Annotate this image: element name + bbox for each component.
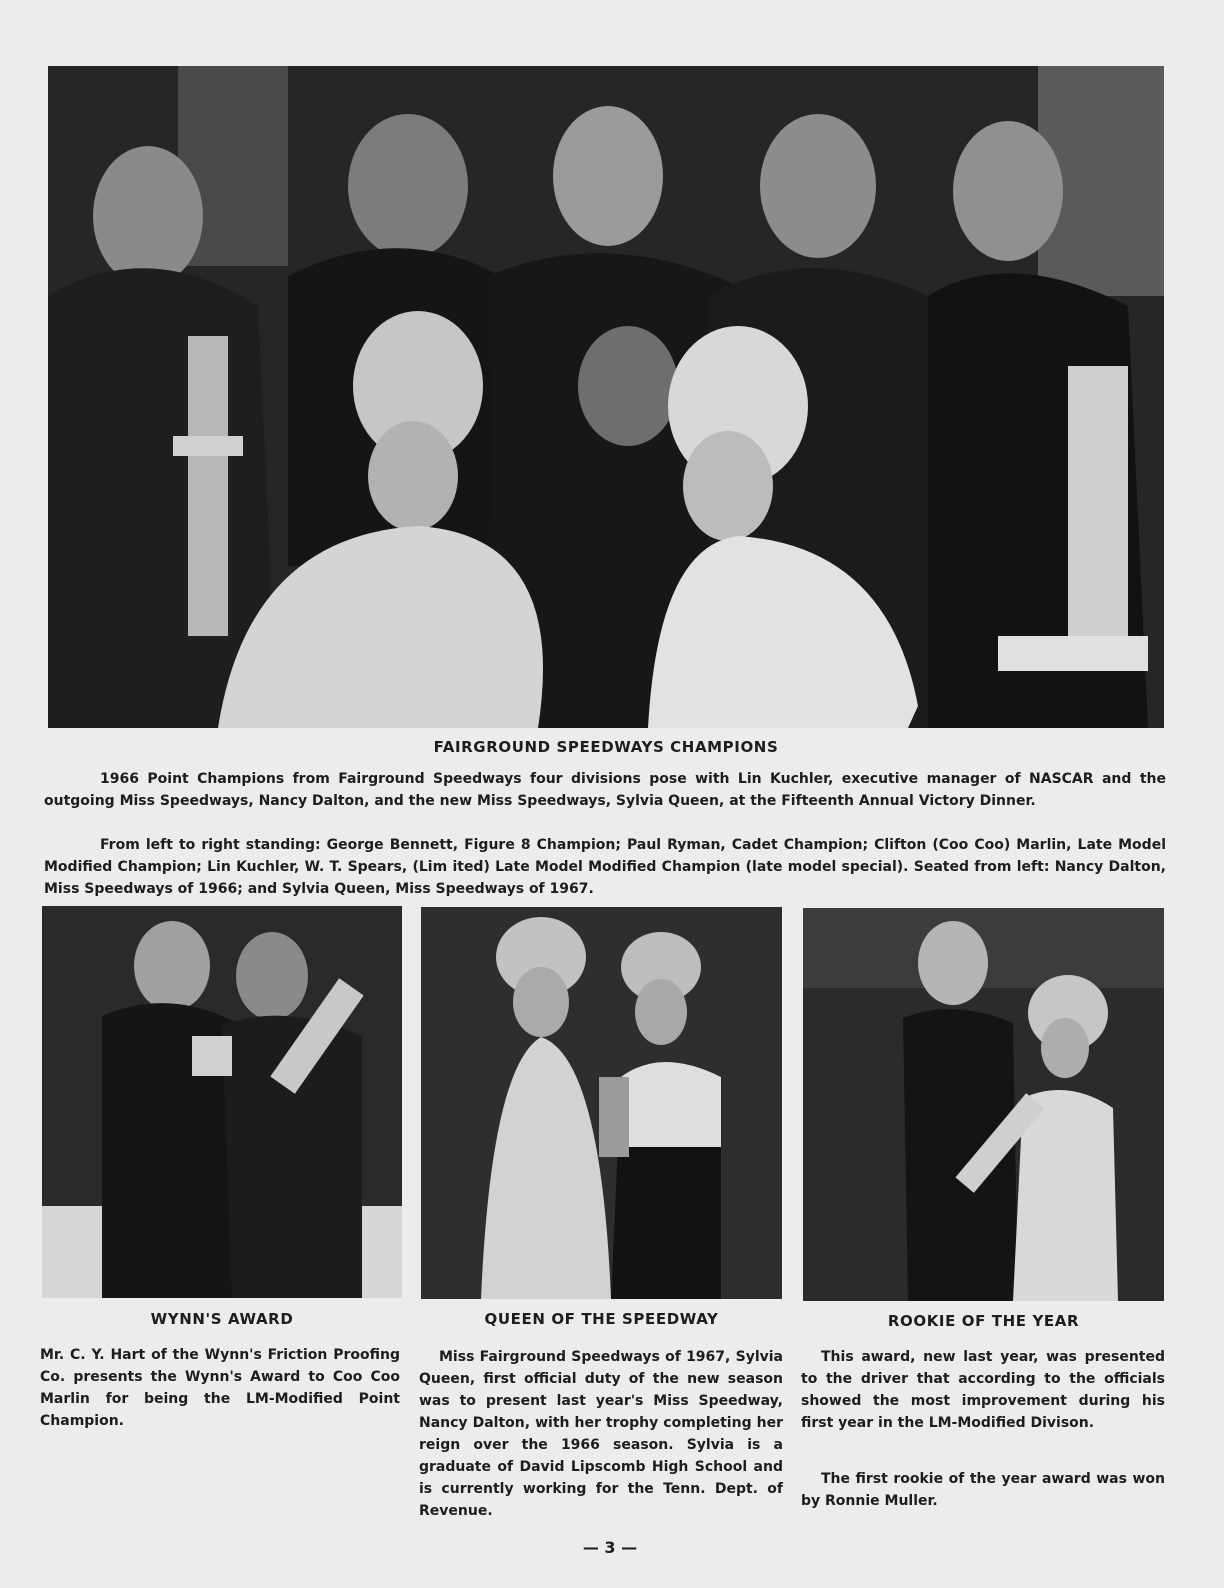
rookie-of-year-text-1: This award, new last year, was presented to the driver that according to the officials showed the most improvement during his first year in the LM-Modified Divison. — [801, 1349, 1165, 1431]
main-photo — [48, 66, 1164, 728]
rookie-of-year-text-2: The first rookie of the year award was won by Ronnie Muller. — [801, 1471, 1165, 1509]
rookie-of-year-photo — [803, 908, 1164, 1301]
queen-of-speedway-photo — [421, 907, 782, 1299]
rookie-of-year-illustration — [803, 908, 1164, 1301]
queen-of-speedway-illustration — [421, 907, 782, 1299]
main-caption-paragraph-2: From left to right standing: George Bennett, Figure 8 Champion; Paul Ryman, Cadet Champion; Clifton (Coo Coo) Marlin, Late Model Modified Champion; Lin Kuchler, W. T. Spears, (Lim ited) Late Model Modified Champion (late model special). Seated from left: Nancy Dalton, Miss Speedways of 1966; and Sylvia Queen, Miss Speedways of 1967. — [44, 837, 1166, 897]
main-caption-paragraph-1: 1966 Point Champions from Fairground Speedways four divisions pose with Lin Kuchler, executive manager of NASCAR and the outgoing Miss Speedways, Nancy Dalton, and the new Miss Speedways, Sylvia Queen, at the Fifteenth Annual Victory Dinner. — [44, 771, 1166, 809]
wynns-award-text: Mr. C. Y. Hart of the Wynn's Friction Proofing Co. presents the Wynn's Award to Coo Coo Marlin for being the LM-Modified Point Champion. — [40, 1347, 400, 1429]
main-photo-title: FAIRGROUND SPEEDWAYS CHAMPIONS — [433, 738, 779, 756]
wynns-award-title: WYNN'S AWARD — [150, 1310, 294, 1328]
wynns-award-illustration — [42, 906, 402, 1298]
queen-of-speedway-text: Miss Fairground Speedways of 1967, Sylvia Queen, first official duty of the new season was to present last year's Miss Speedway, Nancy Dalton, with her trophy completing her reign over the 1966 season. Sylvia is a graduate of David Lipscomb High School and is currently working for the Tenn. Dept. of Revenue. — [419, 1349, 783, 1519]
page-number: — 3 — — [582, 1538, 638, 1557]
main-photo-illustration — [48, 66, 1164, 728]
queen-of-speedway-title: QUEEN OF THE SPEEDWAY — [484, 1310, 719, 1328]
wynns-award-photo — [42, 906, 402, 1298]
rookie-of-year-title: ROOKIE OF THE YEAR — [887, 1312, 1080, 1330]
